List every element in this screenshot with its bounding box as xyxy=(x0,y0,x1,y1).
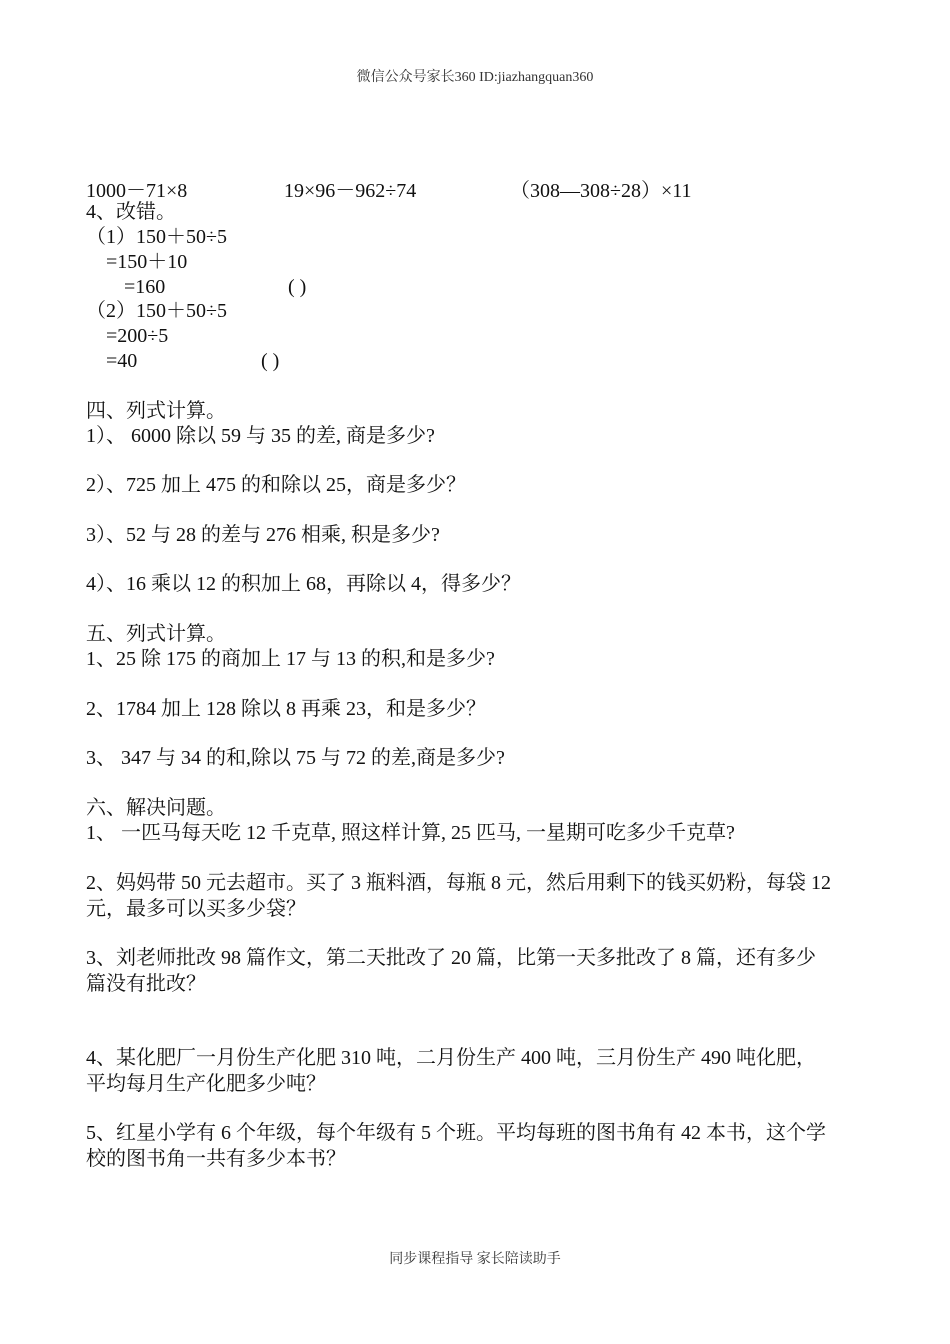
correction-2-line-3: =40 xyxy=(106,350,138,372)
question-liu-3-line-1: 3、刘老师批改 98 篇作文，第二天批改了 20 篇，比第一天多批改了 8 篇，还有多少 xyxy=(86,947,816,969)
question-si-1: 1）、 6000 除以 59 与 35 的差, 商是多少? xyxy=(86,425,435,447)
question-wu-3: 3、 347 与 34 的和,除以 75 与 72 的差,商是多少? xyxy=(86,747,505,769)
section-wu-title: 五、列式计算。 xyxy=(86,623,226,645)
question-liu-4-line-2: 平均每月生产化肥多少吨？ xyxy=(86,1073,326,1095)
correction-2-answer-blank: ( ) xyxy=(261,350,280,372)
correction-1-line-1: （1）150＋50÷5 xyxy=(86,226,227,248)
expression-2: 19×96－962÷74 xyxy=(284,180,417,202)
section-si-title: 四、列式计算。 xyxy=(86,400,226,422)
question-wu-2: 2、1784 加上 128 除以 8 再乘 23，和是多少？ xyxy=(86,698,486,720)
question-liu-5-line-1: 5、红星小学有 6 个年级，每个年级有 5 个班。平均每班的图书角有 42 本书，这个学 xyxy=(86,1122,826,1144)
correction-2-line-2: =200÷5 xyxy=(106,325,169,347)
question-liu-2-line-1: 2、妈妈带 50 元去超市。买了 3 瓶料酒，每瓶 8 元，然后用剩下的钱买奶粉，每袋 12 xyxy=(86,872,831,894)
section-4-title: 4、改错。 xyxy=(86,201,176,223)
question-liu-1: 1、 一匹马每天吃 12 千克草, 照这样计算, 25 匹马, 一星期可吃多少千克草? xyxy=(86,822,735,844)
expression-1: 1000－71×8 xyxy=(86,180,188,202)
correction-2-line-1: （2）150＋50÷5 xyxy=(86,300,227,322)
question-liu-4-line-1: 4、某化肥厂一月份生产化肥 310 吨，二月份生产 400 吨，三月份生产 490 吨化肥， xyxy=(86,1047,816,1069)
expression-3: （308—308÷28）×11 xyxy=(510,180,692,202)
correction-1-answer-blank: ( ) xyxy=(288,276,307,298)
question-si-4: 4）、16 乘以 12 的积加上 68，再除以 4，得多少？ xyxy=(86,573,521,595)
question-wu-1: 1、25 除 175 的商加上 17 与 13 的积,和是多少? xyxy=(86,648,495,670)
section-liu-title: 六、解决问题。 xyxy=(86,797,226,819)
correction-1-line-3: =160 xyxy=(124,276,166,298)
question-si-2: 2）、725 加上 475 的和除以 25，商是多少？ xyxy=(86,474,466,496)
correction-1-line-2: =150＋10 xyxy=(106,251,188,273)
question-liu-3-line-2: 篇没有批改？ xyxy=(86,973,206,995)
question-si-3: 3）、52 与 28 的差与 276 相乘, 积是多少? xyxy=(86,524,440,546)
page-header: 微信公众号家长360 ID:jiazhangquan360 xyxy=(356,70,594,85)
question-liu-2-line-2: 元，最多可以买多少袋？ xyxy=(86,898,306,920)
page-footer: 同步课程指导 家长陪读助手 xyxy=(389,1252,561,1267)
question-liu-5-line-2: 校的图书角一共有多少本书？ xyxy=(86,1148,346,1170)
